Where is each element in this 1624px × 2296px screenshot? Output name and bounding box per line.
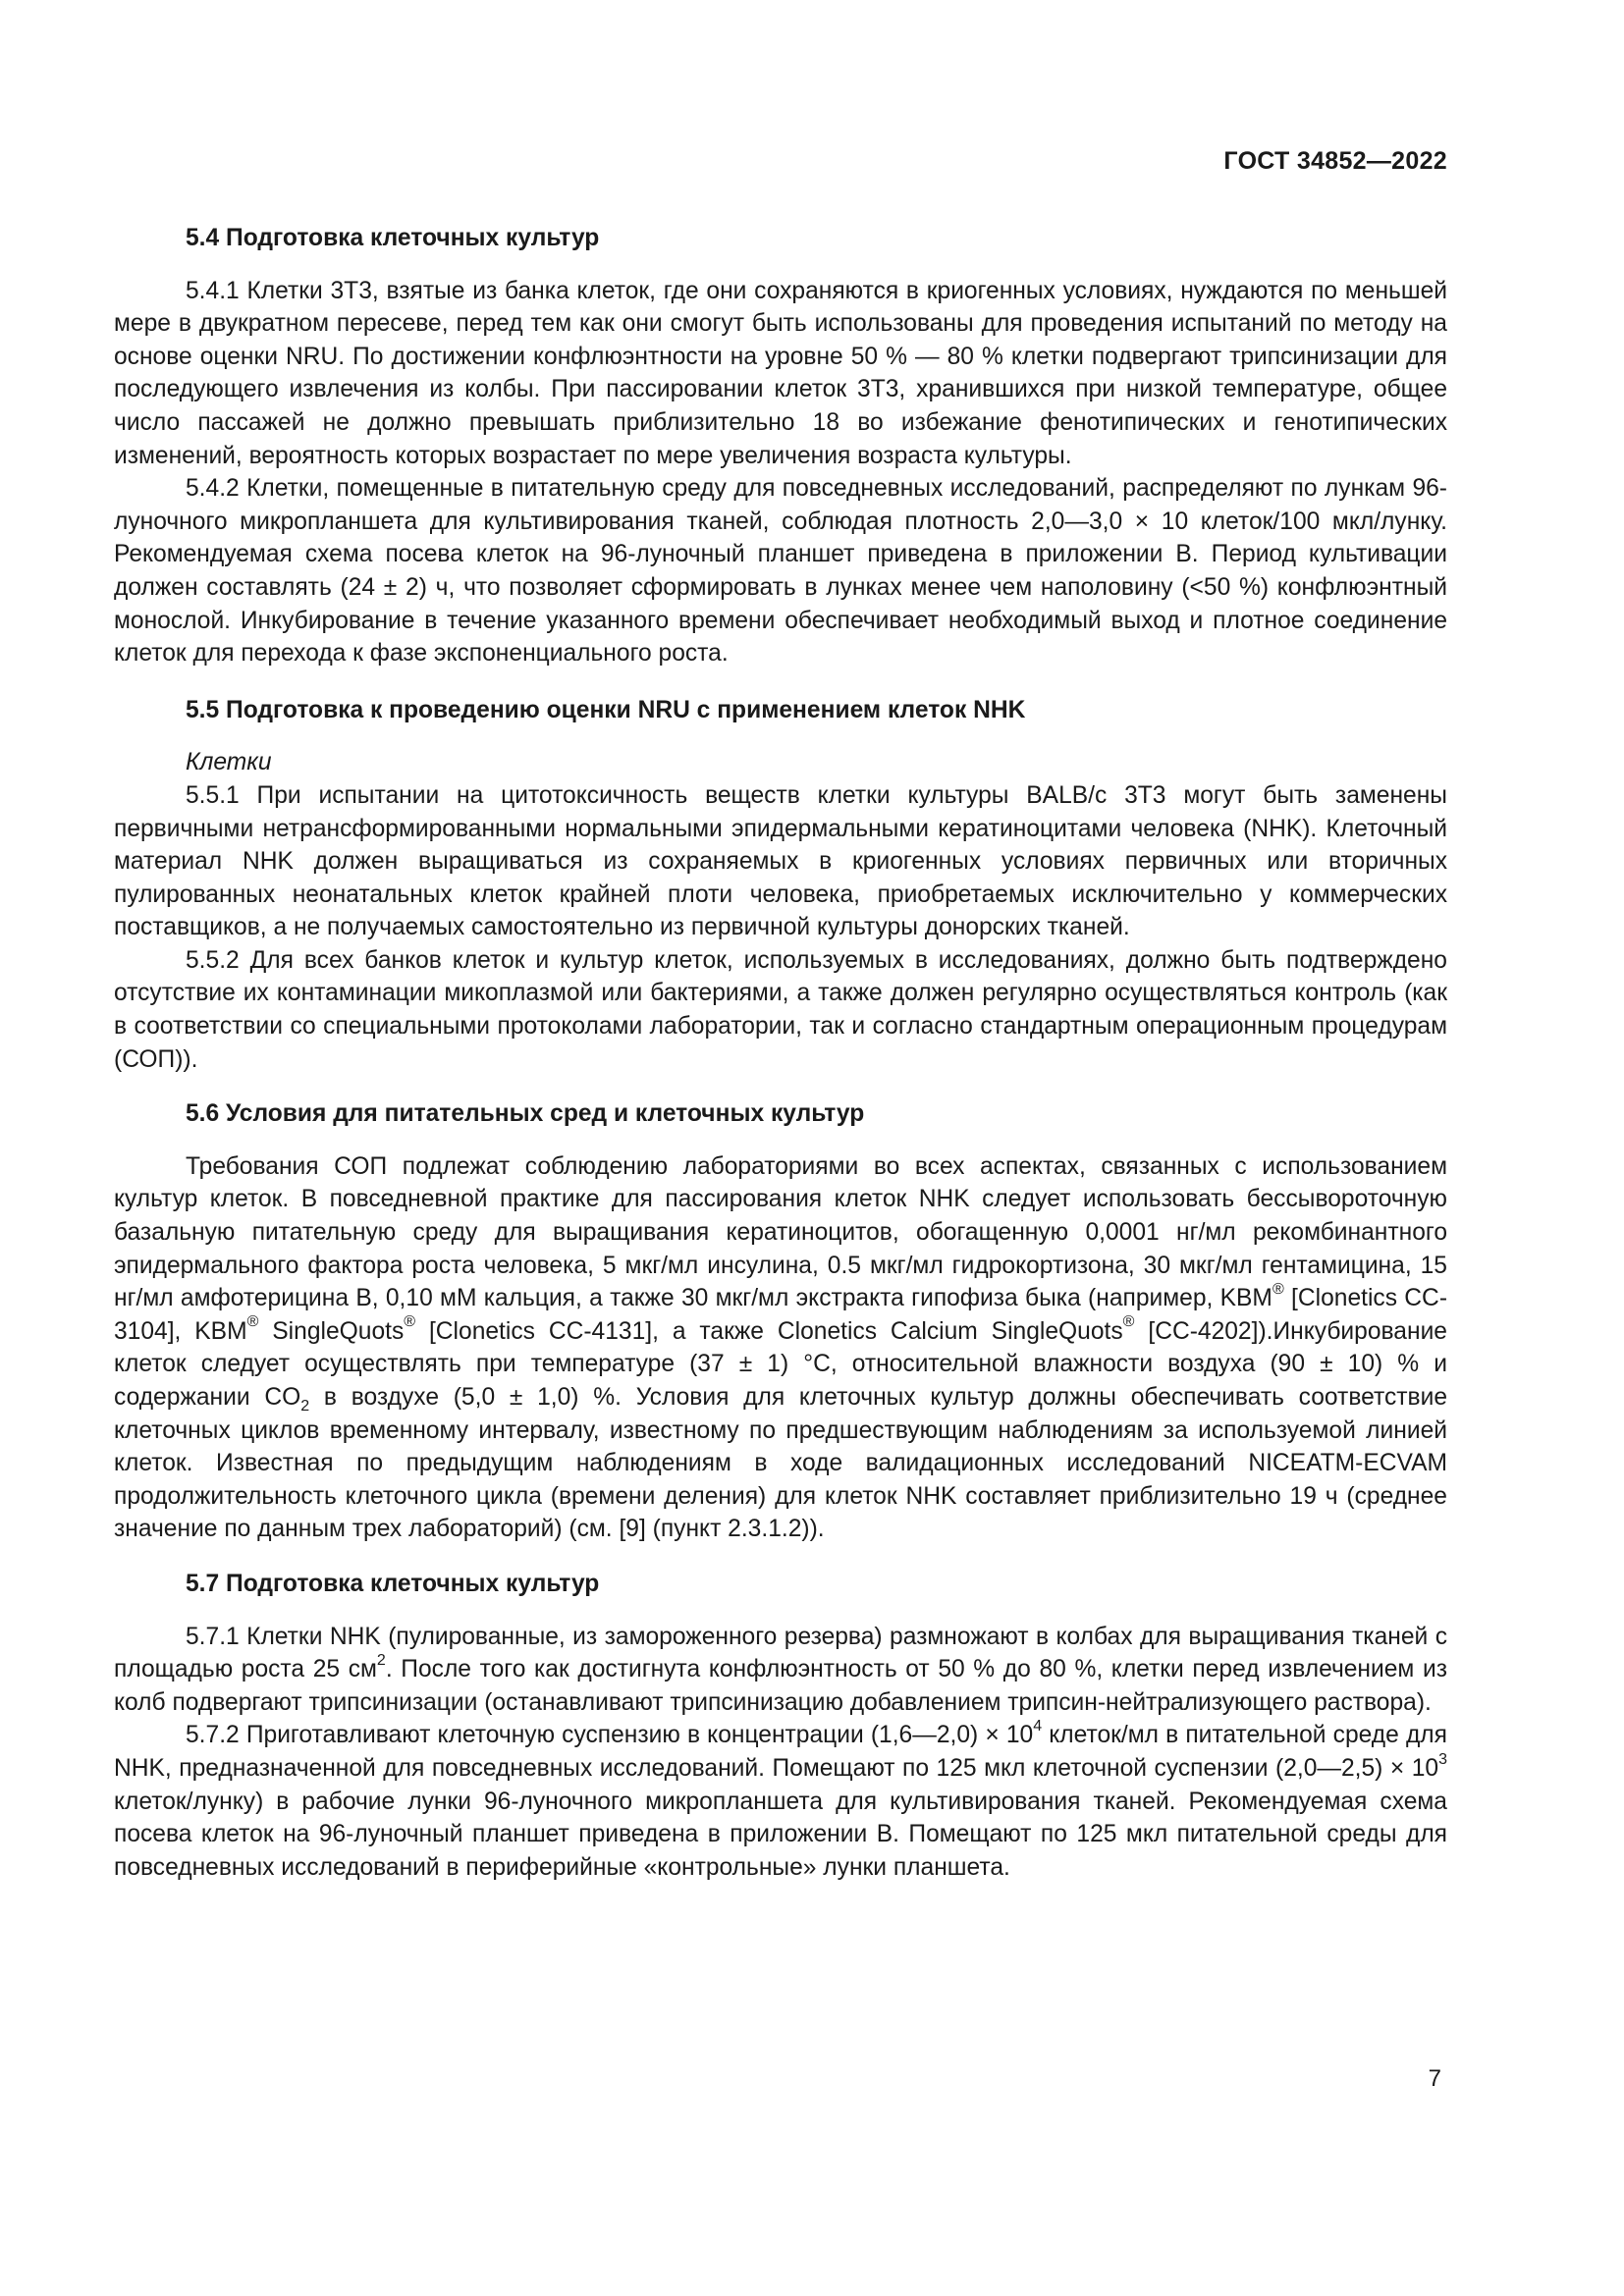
page-number: 7 <box>1428 2065 1441 2092</box>
section-5-6-title: 5.6 Условия для питательных сред и клеточных культур <box>186 1100 865 1128</box>
paragraph-5-5-1: 5.5.1 При испытании на цитотоксичность веществ клетки культуры BALB/c 3T3 могут быть заменены первичными нетрансформированными нормальными эпидермальными кератиноцитами человека (NHK). Клеточный материал NHK должен выращиваться из сохраняемых в криогенных условиях первичных или вторичных пулированных неонатальных клеток крайней плоти человека, приобретаемых исключительно у коммерческих поставщиков, а не получаемых самостоятельно из первичной культуры донорских тканей. <box>114 781 1447 941</box>
subscript: 2 <box>300 1397 310 1415</box>
text-segment: [CC-4202]).Инкубирование клеток следует осуществлять при температуре (37 ± 1) °C, относительной влажности воздуха (90 ± 10) % и содержании CO <box>114 1317 1447 1411</box>
registered-mark: ® <box>1122 1313 1135 1331</box>
paragraph-5-4-1: 5.4.1 Клетки 3Т3, взятые из банка клеток, где они сохраняются в криогенных условиях, нуждаются по меньшей мере в двукратном пересеве, перед тем как они смогут быть использованы для проведения испытаний по методу на основе оценки NRU. По достижении конфлюэнтности на уровне 50 % — 80 % клетки подвергают трипсинизации для последующего извлечения из колбы. При пассировании клеток 3Т3, хранившихся при низкой температуре, общее число пассажей не должно превышать приблизительно 18 во избежание фенотипических и генотипических изменений, вероятность которых возрастает по мере увеличения возраста культуры. <box>114 277 1447 469</box>
paragraph-5-7-1 <box>114 1621 1447 1720</box>
text-segment: . После того как достигнута конфлюэнтность от 50 % до 80 %, клетки перед извлечением из колб подвергают трипсинизации (останавливают трипсинизацию добавлением трипсин-нейтрализующего раствора). <box>114 1656 1447 1716</box>
text-segment: 5.7.1 Клетки NHK (пулированные, из замороженного резерва) размножают в колбах для выращивания тканей с площадью роста 25 см <box>114 1623 1447 1683</box>
standard-header: ГОСТ 34852—2022 <box>1223 147 1447 175</box>
registered-mark: ® <box>404 1313 416 1331</box>
registered-mark: ® <box>1272 1280 1284 1298</box>
text-segment: клеток/лунку) в рабочие лунки 96-луночного микропланшета для культивирования тканей. Рекомендуемая схема посева клеток на 96-луночный планшет приведена в приложении В. Помещают по 125 мкл питательной среды для повседневных исследований в периферийные «контрольные» лунки планшета. <box>114 1788 1447 1881</box>
superscript: 3 <box>1438 1750 1447 1768</box>
superscript: 2 <box>376 1651 386 1669</box>
text-segment: SingleQuots <box>258 1317 405 1345</box>
text-segment: клеток/мл в питательной среде для NHK, предназначенной для повседневных исследований. Помещают по 125 мкл клеточной суспензии (2,0—2,5) × 10 <box>114 1722 1447 1782</box>
text-segment: [Clonetics CC-3104], KBM <box>114 1285 1448 1345</box>
paragraph-5-4-2: 5.4.2 Клетки, помещенные в питательную среду для повседневных исследований, распределяют по лункам 96-луночного микропланшета для культивирования тканей, соблюдая плотность 2,0—3,0 × 10 клеток/100 мкл/лунку. Рекомендуемая схема посева клеток на 96-луночный планшет приведена в приложении В. Период культивации должен составлять (24 ± 2) ч, что позволяет сформировать в лунках менее чем наполовину (<50 %) конфлюэнтный монослой. Инкубирование в течение указанного времени обеспечивает необходимый выход и плотное соединение клеток для перехода к фазе экспоненциального роста. <box>114 475 1447 667</box>
document-body <box>114 222 1447 1884</box>
paragraph-5-5-2: 5.5.2 Для всех банков клеток и культур клеток, используемых в исследованиях, должно быть подтверждено отсутствие их контаминации микоплазмой или бактериями, а также должен регулярно осуществляться контроль (как в соответствии со специальными протоколами лаборатории, так и согласно стандартным операционным процедурам (СОП)). <box>114 946 1447 1073</box>
text-segment: Требования СОП подлежат соблюдению лабораториями во всех аспектах, связанных с использованием культур клеток. В повседневной практике для пассирования клеток NHK следует использовать бессывороточную базальную питательную среду для выращивания кератиноцитов, обогащенную 0,0001 нг/мл рекомбинантного эпидермального фактора роста человека, 5 мкг/мл инсулина, 0.5 мкг/мл гидрокортизона, 30 мкг/мл гентамицина, 15 нг/мл амфотерицина В, 0,10 мМ кальция, а также 30 мкг/мл экстракта гипофиза быка (например, KBM <box>114 1152 1447 1312</box>
registered-mark: ® <box>246 1313 259 1331</box>
paragraph-5-7-2 <box>114 1719 1447 1884</box>
text-segment: [Clonetics CC-4131], а также Clonetics Calcium SingleQuots <box>415 1317 1123 1345</box>
section-5-5-title: 5.5 Подготовка к проведению оценки NRU с применением клеток NHK <box>186 696 1026 723</box>
text-segment: в воздухе (5,0 ± 1,0) %. Условия для клеточных культур должны обеспечивать соответствие клеточных циклов временному интервалу, известному по предшествующим наблюдениям за используемой линией клеток. Известная по предыдущим наблюдениям в ходе валидационных исследований NICEATM-ECVAM продолжительность клеточного цикла (времени деления) для клеток NHK составляет приблизительно 19 ч (среднее значение по данным трех лабораторий) (см. [9] (пункт 2.3.1.2)). <box>114 1384 1447 1543</box>
section-5-4-title: 5.4 Подготовка клеточных культур <box>186 225 600 251</box>
superscript: 4 <box>1033 1717 1043 1735</box>
subsection-cells-label: Клетки <box>186 749 272 776</box>
paragraph-5-6 <box>114 1150 1447 1546</box>
section-5-7-title: 5.7 Подготовка клеточных культур <box>186 1570 600 1597</box>
text-segment: 5.7.2 Приготавливают клеточную суспензию в концентрации (1,6—2,0) × 10 <box>186 1722 1034 1749</box>
